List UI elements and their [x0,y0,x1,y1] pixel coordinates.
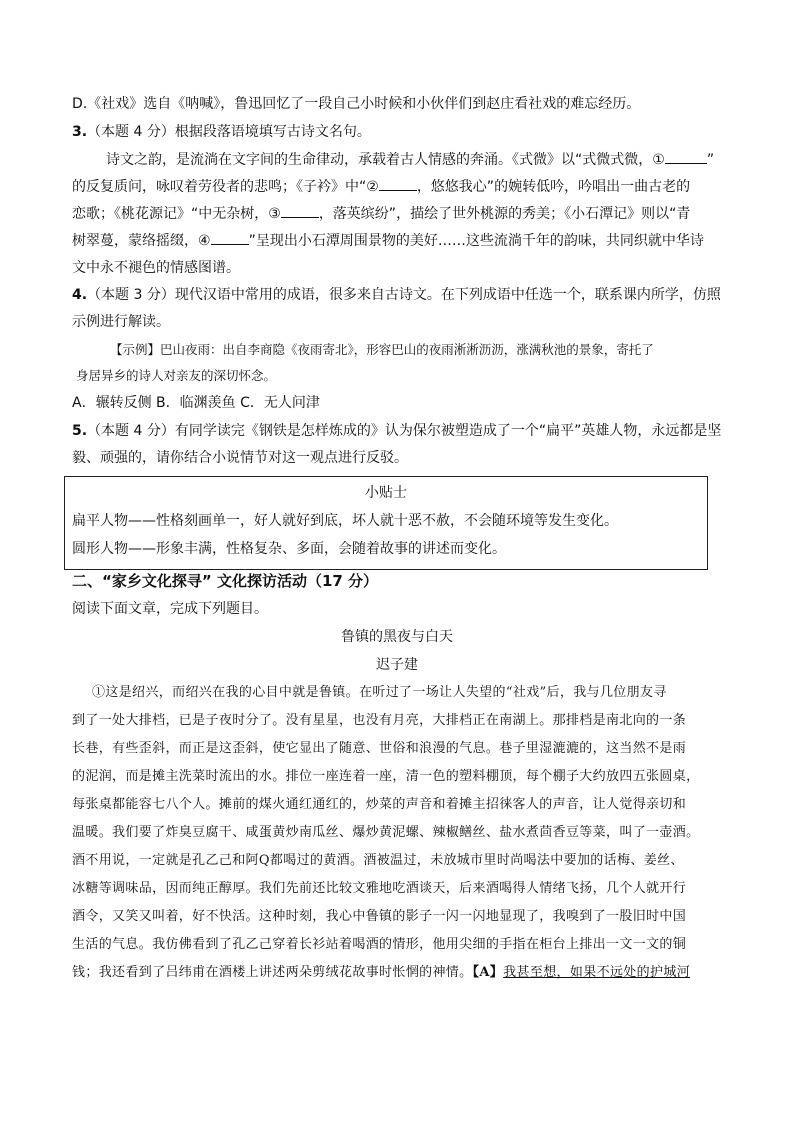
section-2-instruction: 阅读下面文章，完成下列题目。 [72,601,268,617]
q4-stem-line-2: 示例进行解读。 [72,314,170,330]
answer-blank-1[interactable] [665,163,707,164]
tips-title: 小贴士 [365,485,407,501]
q5-stem-text: 有同学读完《钢铁是怎样炼成的》认为保尔被塑造成了一个“扁平”英雄人物，永远都是坚 [174,423,722,439]
marker-a: 【A】 [472,965,504,980]
q3-stem [72,122,371,142]
q4-example-line-2: 身居异乡的诗人对亲友的深切怀念。 [76,368,277,383]
article-line: 酒不用说，一定就是孔乙己和阿Q都喝过的黄酒。酒被温过，未放城市里时尚喝法中要加的话梅、姜丝、 [72,853,684,868]
q3-para-line-2 [72,177,690,197]
q3-text: ，落英缤纷”，描绘了世外桃源的秀美；《小石潭记》则以“青 [318,206,691,222]
article-line: 长巷，有些歪斜，而正是这歪斜，使它显出了随意、世俗和浪漫的气息。巷子里湿漉漉的，这当然不是雨 [72,741,687,756]
article-line-last [72,963,690,983]
tips-flat-character: 扁平人物——性格刻画单一，好人就好到底，坏人就十恶不赦，不会随环境等发生变化。 [72,513,618,529]
q3-points: （本题 4 分） [87,124,175,140]
q2-option-d: D.《社戏》选自《呐喊》，鲁迅回忆了一段自己小时候和小伙伴们到赵庄看社戏的难忘经历。 [72,96,641,112]
q4-example-line-1: 【示例】巴山夜雨：出自李商隐《夜雨寄北》，形容巴山的夜雨淅淅沥沥，涨满秋池的景象，寄托了 [110,342,654,357]
q3-text: 的反复质问，咏叹着劳役者的悲鸣；《子衿》中“② [72,179,379,195]
q3-stem-text: 根据段落语境填写古诗文名句。 [174,124,371,140]
q5-points: （本题 4 分） [87,423,175,439]
q4-stem [72,285,721,305]
article-line: 冰糖等调味品，因而纯正醇厚。我们先前还比较文雅地吃酒谈天，后来酒喝得人情绪飞扬，几个人就开行 [72,881,687,896]
tips-box [64,476,708,570]
section-2-heading: 二、“家乡文化探寻” 文化探访活动（17 分） [72,572,379,590]
q3-para-line-1 [106,150,714,170]
q3-para-line-5: 文中永不褪色的情感图谱。 [72,260,240,276]
q3-text: ”呈现出小石潭周围景物的美好……这些流淌千年的韵味，共同织就中华诗 [248,233,704,249]
article-title: 鲁镇的黑夜与白天 [341,629,453,645]
answer-blank-2[interactable] [379,190,417,191]
article-line: ①这是绍兴，而绍兴在我的心目中就是鲁镇。在听过了一场让人失望的“社戏”后，我与几位朋友寻 [92,685,667,700]
q4-stem-text: 现代汉语中常用的成语，很多来自古诗文。在下列成语中任选一个，联系课内所学，仿照 [174,287,721,303]
article-line: 温暖。我们要了炸臭豆腐干、咸蛋黄炒南瓜丝、爆炒黄泥螺、辣椒鳝丝、盐水煮茴香豆等菜，叫了一壶酒。 [72,825,700,840]
q3-text: ，悠悠我心”的婉转低吟，吟唱出一曲古老的 [416,179,691,195]
article-line: 酒令，又笑又叫着，好不快活。这种时刻，我心中鲁镇的影子一闪一闪地显现了，我嗅到了一股旧时中国 [72,909,687,924]
article-line: 每张桌都能容七八个人。摊前的煤火通红通红的，炒菜的声音和着摊主招徕客人的声音，让人觉得亲切和 [72,797,687,812]
article-author: 迟子建 [376,657,418,673]
q3-para-line-3 [72,204,690,224]
answer-blank-3[interactable] [281,217,319,218]
q3-text: 恋歌；《桃花源记》“中无杂树，③ [72,206,281,222]
q4-options: A．辗转反侧 B．临渊羡鱼 C．无人问津 [72,395,320,411]
q4-number: 4. [72,287,88,303]
q5-stem-line-2: 毅、顽强的，请你结合小说情节对这一观点进行反驳。 [72,450,408,466]
q3-text: ” [706,152,715,168]
article-line: 到了一处大排档，已是子夜时分了。没有星星，也没有月亮，大排档正在南湖上。那排档是南北向的一条 [72,713,687,728]
q5-stem [72,421,721,441]
q3-number: 3. [72,124,88,140]
answer-blank-4[interactable] [211,244,249,245]
article-line: 的泥润，而是摊主洗菜时流出的水。排位一座连着一座，清一色的塑料棚顶，每个棚子大约放四五张圆桌， [72,769,700,784]
article-line: 生活的气息。我仿佛看到了孔乙己穿着长衫站着喝酒的情形，他用尖细的手指在柜台上排出一文一文的铜 [72,937,687,952]
q3-para-line-4 [72,231,704,251]
tips-round-character: 圆形人物——形象丰满，性格复杂、多面，会随着故事的讲述而变化。 [72,541,506,557]
underlined-sentence-a: 我甚至想，如果不远处的护城河 [503,965,691,980]
q5-number: 5. [72,423,88,439]
q4-points: （本题 3 分） [87,287,175,303]
q3-text: 诗文之韵，是流淌在文字间的生命律动，承载着古人情感的奔涌。《式微》以“式微式微，① [106,152,665,168]
q3-text: 树翠蔓，蒙络摇缀，④ [72,233,211,249]
article-text: 钱；我还看到了吕纬甫在酒楼上讲述两朵剪绒花故事时怅惘的神情。 [72,965,473,980]
